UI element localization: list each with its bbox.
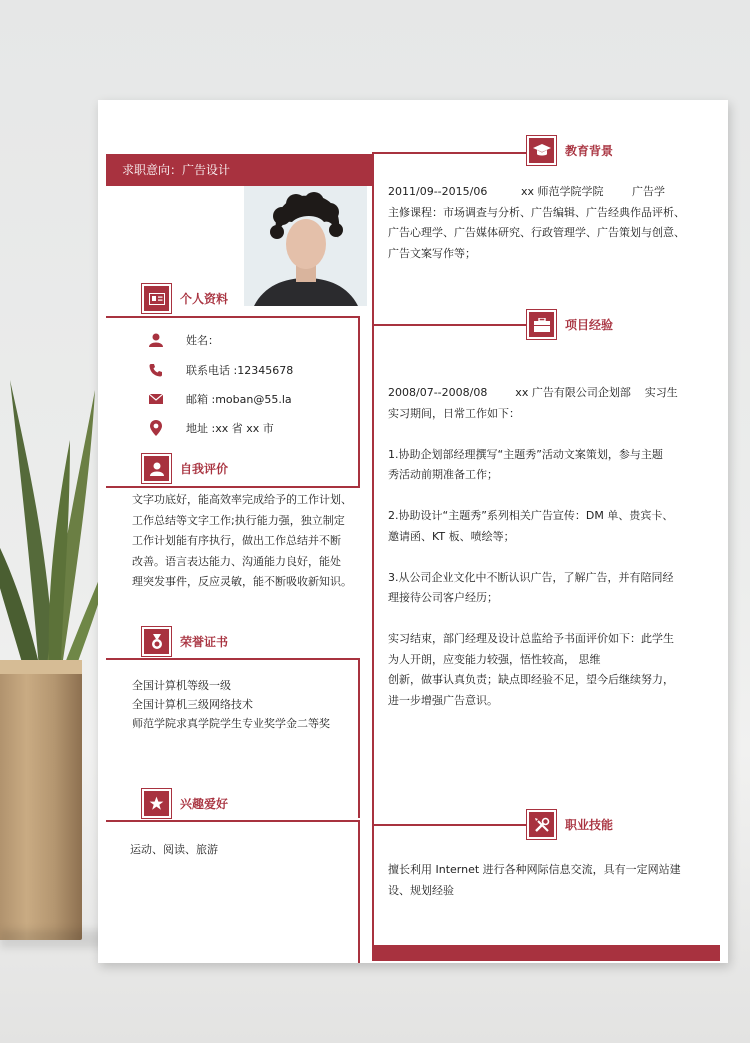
phone-icon	[148, 362, 164, 378]
self-eval-text: 文字功底好，能高效率完成给予的工作计划、 工作总结等文字工作;执行能力强，独立制定 工作计划能有序执行，做出工作总结并不断 改善。语言表达能力、沟通能力良好，能处 理突发事件，反应灵敏，能不断吸收新知识。	[132, 493, 352, 588]
contact-name-row	[148, 332, 219, 348]
honors-title: 荣誉证书	[180, 635, 229, 649]
education-header	[527, 136, 613, 165]
personal-info-title: 个人资料	[180, 292, 229, 306]
project-duty: 秀活动前期准备工作；	[388, 468, 498, 481]
honor-item: 全国计算机三级网络技术	[132, 698, 253, 711]
education-courses: 广告文案写作等；	[388, 246, 476, 260]
projects-title: 项目经验	[565, 318, 614, 332]
projects-header	[527, 310, 613, 339]
project-header: 2008/07--2008/08 xx 广告有限公司企划部 实习生	[388, 386, 678, 399]
self-eval-divider	[106, 486, 360, 488]
skills-block	[388, 860, 708, 901]
contact-address-row	[148, 420, 274, 436]
project-duty: 理接待公司客户经历；	[388, 591, 498, 604]
personal-info-header	[142, 284, 228, 313]
contact-name: 姓名：	[186, 334, 219, 347]
project-duty: 3.从公司企业文化中不断认识广告，了解广告，并有陪同经	[388, 570, 674, 584]
skills-divider	[372, 824, 528, 826]
star-icon	[142, 789, 171, 818]
personal-side-line	[358, 316, 360, 486]
education-block	[388, 182, 708, 264]
person-icon	[148, 332, 164, 348]
personal-divider	[106, 316, 360, 318]
hobbies-header	[142, 789, 228, 818]
skills-header	[527, 810, 613, 839]
skills-text: 设、规划经验	[388, 883, 454, 897]
education-period: 2011/09--2015/06	[388, 185, 488, 198]
location-icon	[148, 420, 164, 436]
self-eval-header	[142, 454, 228, 483]
education-courses: 主修课程：市场调查与分析、广告编辑、广告经典作品评析、	[388, 205, 685, 219]
hobbies-divider	[106, 820, 360, 822]
education-title: 教育背景	[565, 144, 614, 158]
project-intro: 实习期间，日常工作如下：	[388, 406, 520, 420]
graduation-cap-icon	[527, 136, 556, 165]
hobbies-title: 兴趣爱好	[180, 797, 229, 811]
tools-icon	[527, 810, 556, 839]
contact-email: 邮箱 :moban@55.la	[186, 393, 292, 406]
hobbies-text: 运动、阅读、旅游	[130, 843, 218, 856]
mail-icon	[148, 391, 164, 407]
resume-page	[98, 100, 728, 963]
hobbies-side-line	[358, 820, 360, 963]
skills-text: 擅长利用 Internet 进行各种网际信息交流，具有一定网站建	[388, 863, 681, 876]
person-icon	[142, 454, 171, 483]
project-duty: 邀请函、KT 板、喷绘等；	[388, 529, 515, 543]
job-objective: 求职意向：广告设计	[122, 163, 231, 177]
project-duty: 2.协助设计“主题秀”系列相关广告宣传：DM 单、贵宾卡、	[388, 509, 674, 522]
projects-block	[388, 383, 708, 711]
education-major: 广告学	[632, 185, 665, 198]
id-card-icon	[142, 284, 171, 313]
project-evaluation: 创新，做事认真负责；缺点即经验不足，望今后继续努力，	[388, 673, 674, 686]
education-school: xx 师范学院学院	[521, 185, 604, 198]
contact-email-row	[148, 391, 292, 407]
project-evaluation: 实习结束，部门经理及设计总监给予书面评价如下：此学生	[388, 632, 674, 645]
plant-pot	[0, 660, 82, 940]
pot-shadow	[0, 930, 110, 948]
self-eval-title: 自我评价	[180, 462, 229, 476]
honors-divider	[106, 658, 360, 660]
contact-phone: 联系电话 :12345678	[186, 364, 294, 377]
project-evaluation: 为人开朗，应变能力较强，悟性较高， 思维	[388, 652, 601, 666]
briefcase-icon	[527, 310, 556, 339]
column-divider	[372, 154, 374, 949]
education-divider	[372, 152, 528, 154]
footer-bar	[372, 945, 720, 961]
profile-photo	[244, 186, 367, 306]
honor-item: 师范学院求真学院学生专业奖学金二等奖	[132, 717, 330, 730]
medal-icon	[142, 627, 171, 656]
honor-item: 全国计算机等级一级	[132, 679, 231, 692]
contact-address: 地址 :xx 省 xx 市	[186, 422, 274, 435]
skills-title: 职业技能	[565, 818, 614, 832]
honors-side-line	[358, 658, 360, 818]
projects-divider	[372, 324, 528, 326]
education-courses: 广告心理学、广告媒体研究、行政管理学、广告策划与创意、	[388, 226, 685, 239]
honors-header	[142, 627, 228, 656]
contact-phone-row	[148, 362, 294, 378]
project-evaluation: 进一步增强广告意识。	[388, 693, 498, 707]
project-duty: 1.协助企划部经理撰写“主题秀”活动文案策划，参与主题	[388, 447, 663, 461]
